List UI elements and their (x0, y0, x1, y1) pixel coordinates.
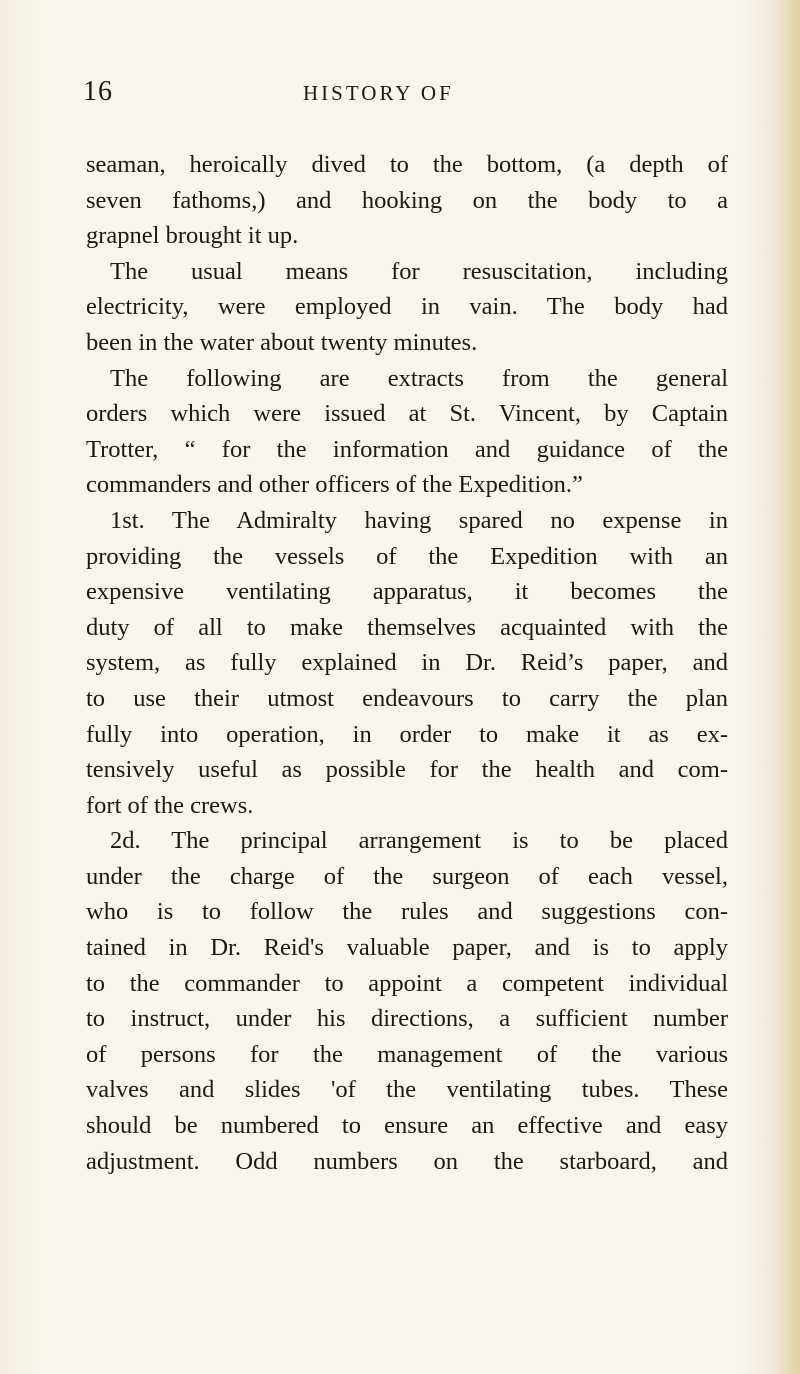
page-number: 16 (83, 76, 113, 107)
text-line: electricity, were employed in vain. The body had (86, 293, 728, 321)
text-line: seven fathoms,) and hooking on the body to a (86, 186, 728, 214)
text-line: Trotter, “ for the information and guidance of the (86, 435, 728, 463)
text-line: who is to follow the rules and suggestions con- (86, 898, 728, 926)
text-line: commanders and other officers of the Expedition.” (86, 471, 583, 499)
text-line: The usual means for resuscitation, including (110, 257, 728, 285)
text-line: providing the vessels of the Expedition with an (86, 542, 728, 570)
text-line: adjustment. Odd numbers on the starboard, and (86, 1147, 728, 1175)
text-line: to instruct, under his directions, a sufficient number (86, 1005, 728, 1033)
text-line: The following are extracts from the general (110, 364, 728, 392)
text-line: under the charge of the surgeon of each vessel, (86, 862, 728, 890)
text-line: been in the water about twenty minutes. (86, 328, 478, 356)
text-line: 1st. The Admiralty having spared no expense in (110, 506, 728, 534)
page-header (83, 75, 723, 109)
text-line: tained in Dr. Reid's valuable paper, and is to apply (86, 934, 728, 962)
page-edge-shadow (778, 0, 800, 1374)
text-line: of persons for the management of the various (86, 1040, 728, 1068)
text-line: duty of all to make themselves acquainted with the (86, 613, 728, 641)
text-line: to use their utmost endeavours to carry the plan (86, 684, 728, 712)
text-line: valves and slides 'of the ventilating tubes. These (86, 1076, 728, 1104)
text-line: seaman, heroically dived to the bottom, (a depth of (86, 151, 728, 178)
text-line: system, as fully explained in Dr. Reid’s paper, and (86, 649, 728, 677)
text-line: fully into operation, in order to make it as ex- (86, 720, 728, 748)
text-line: fort of the crews. (86, 791, 254, 819)
text-line: orders which were issued at St. Vincent, by Captain (86, 400, 728, 428)
text-line: should be numbered to ensure an effective and easy (86, 1112, 728, 1140)
text-line: tensively useful as possible for the health and com- (86, 756, 728, 784)
body-text (86, 147, 728, 1179)
text-line: 2d. The principal arrangement is to be placed (110, 827, 728, 855)
running-head: HISTORY OF (303, 81, 454, 105)
text-line: expensive ventilating apparatus, it becomes the (86, 578, 728, 606)
text-line: grapnel brought it up. (86, 222, 299, 250)
text-line: to the commander to appoint a competent individual (86, 969, 728, 997)
